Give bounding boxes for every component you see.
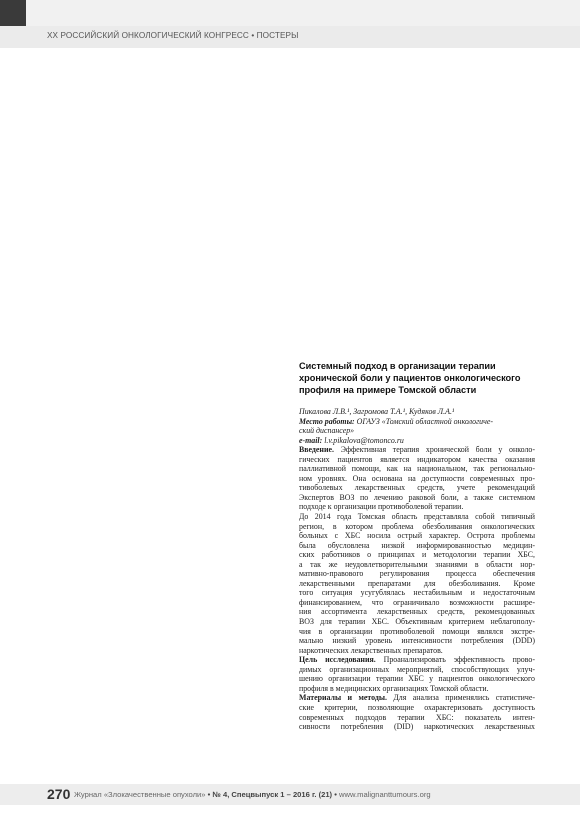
para2-line: мально низкий уровень интенсивности потребления (DDD)	[299, 636, 535, 646]
aim-text: Проанализировать эффективность прово-	[375, 655, 535, 665]
journal-issue: № 4, Спецвыпуск 1 – 2016 г. (21)	[212, 790, 333, 799]
para2-line: была обусловлена низкой информированностью медицин-	[299, 540, 535, 550]
corner-tab	[0, 0, 26, 26]
workplace-line	[299, 417, 535, 427]
para2-line: ских работников о принципах и методологии терапии ХБС,	[299, 550, 535, 560]
para2-line: чия в организации противоболевой помощи являлся экстре-	[299, 626, 535, 636]
journal-info	[74, 790, 431, 799]
para2-line: больных с ХБС носила острый характер. Острота проблемы	[299, 531, 535, 541]
title-line: Системный подход в организации терапии	[299, 361, 496, 371]
methods-line: сивности потребления (DID) наркотических лекарственных	[299, 722, 535, 732]
workplace-text: ОГАУЗ «Томский областной онкологиче-	[354, 416, 494, 426]
aim-label: Цель исследования.	[299, 655, 376, 665]
para2-line: финансированием, что ограничивало возможности расшире-	[299, 597, 535, 607]
intro-line: ном уровнях. Она основана на доступности современных про-	[299, 473, 535, 483]
article-body	[299, 407, 535, 732]
intro-line: гических пациентов является индикатором качества оказания	[299, 454, 535, 464]
website-link[interactable]: www.malignanttumours.org	[338, 790, 431, 799]
authors: Пикалова Л.В.¹, Загромова Т.А.¹, Кудяков Л.А.¹	[299, 407, 455, 416]
workplace-label: Место работы:	[299, 416, 355, 426]
aim-first-line	[299, 655, 535, 665]
para2-line: мативно-правового регулирования процесса обеспечения	[299, 569, 535, 579]
email-label: e-mail:	[299, 435, 323, 445]
para2-line: До 2014 года Томская область представляла собой типичный	[299, 512, 535, 522]
page-footer	[0, 784, 580, 805]
separator-dot: •	[205, 790, 213, 799]
aim-line: димых организационных мероприятий, способствующих улуч-	[299, 664, 535, 674]
methods-first-line	[299, 693, 535, 703]
top-band	[26, 0, 580, 26]
running-title: XX РОССИЙСКИЙ ОНКОЛОГИЧЕСКИЙ КОНГРЕСС • ПОСТЕРЫ	[47, 31, 299, 40]
running-header	[0, 26, 580, 48]
page-number: 270	[47, 786, 71, 802]
article	[299, 360, 535, 732]
intro-line: паллиативной помощи, как на национальном, так регионально-	[299, 464, 535, 474]
aim-line: профиля в медицинских организациях Томской области.	[299, 683, 489, 693]
title-line: хронической боли у пациентов онкологического	[299, 373, 521, 383]
journal-name: Журнал «Злокачественные опухоли»	[74, 790, 206, 799]
methods-text: Для анализа применялись статистиче-	[387, 693, 536, 703]
intro-first-line	[299, 445, 535, 455]
intro-line: тивоболевых лекарственных средств, учете рекомендаций	[299, 483, 535, 493]
intro-text: Эффективная терапия хронической боли у онколо-	[333, 445, 535, 455]
methods-label: Материалы и методы.	[299, 693, 387, 703]
email-line	[299, 436, 535, 446]
email-value[interactable]: l.v.pikalova@tomonco.ru	[322, 435, 404, 445]
aim-line: шению организации терапии ХБС у пациентов онкологического	[299, 674, 535, 684]
intro-line: подходе к организации противоболевой терапии.	[299, 502, 464, 512]
intro-label: Введение.	[299, 445, 334, 455]
para2-line: того ситуация усугублялась нестабильным и недостаточным	[299, 588, 535, 598]
title-line: профиля на примере Томской области	[299, 385, 477, 395]
para2-line: наркотических лекарственных препаратов.	[299, 645, 443, 655]
para2-line: лекарственными препаратами для обезболивания. Кроме	[299, 578, 535, 588]
intro-line: Экспертов ВОЗ по лечению раковой боли, а также системном	[299, 492, 535, 502]
para2-line: ВОЗ для терапии ХБС. Объективным критерием неблагополу-	[299, 617, 535, 627]
separator-dot: •	[332, 790, 339, 799]
methods-line: ские критерии, позволяющие охарактеризовать доступность	[299, 702, 535, 712]
methods-line: современных подходов терапии ХБС: показатель интен-	[299, 712, 535, 722]
para2-line: а так же неудовлетворительными знаниями в области нор-	[299, 559, 535, 569]
para2-line: ния ассортимента лекарственных средств, рекомендованных	[299, 607, 535, 617]
article-title	[299, 360, 535, 396]
para2-line: регион, в котором проблема обезболивания онкологических	[299, 521, 535, 531]
workplace-line-2: ский диспансер»	[299, 426, 355, 436]
